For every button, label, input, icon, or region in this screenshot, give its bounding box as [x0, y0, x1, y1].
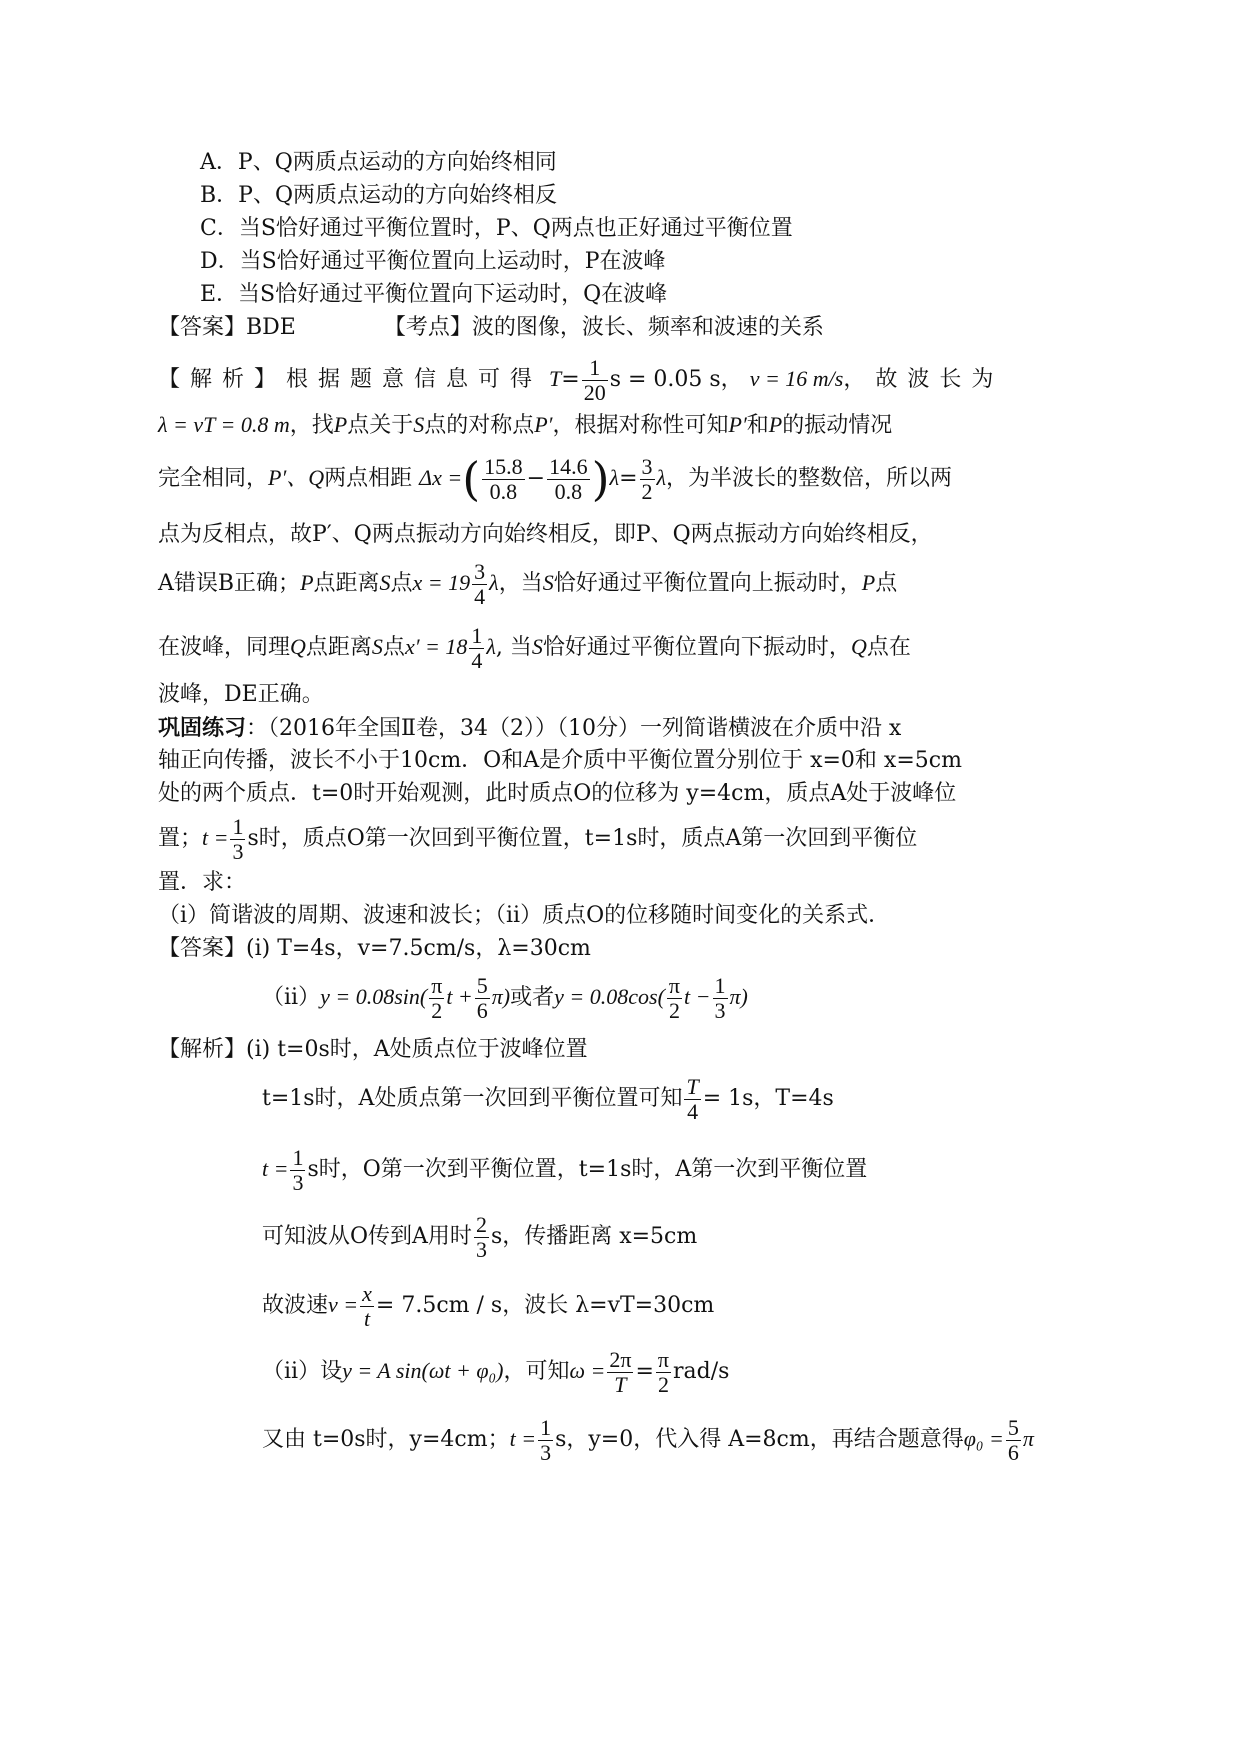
fraction: $\frac{15.8}{0.8}$ [484, 453, 523, 504]
analysis2-line-5: 故波速v = $\frac{x}{t}$ = 7.5cm / s，波长 λ=vT=30cm [262, 1280, 715, 1331]
practice-line-4: 置；t = $\frac{1}{3}$ s时，质点O第一次回到平衡位置，t=1s时，质点A第一次回到平衡位 [158, 813, 918, 864]
fraction: $\frac{1}{20}$ [583, 354, 606, 405]
analysis-line-7: 波峰，DE正确。 [158, 682, 324, 707]
kaodian-label: 【考点】波的图像，波长、频率和波速的关系 [383, 315, 824, 340]
analysis2-line-6: （ⅱ）设y = A sin(ωt + φ₀)，可知ω = $\frac{2\pi}{T}$ = $\frac{\pi}{2}$ rad/s [262, 1346, 730, 1397]
fraction: $\frac{3}{2}$ [641, 453, 653, 504]
analysis-line-3: 完全相同，P′、Q两点相距 Δx =( $\frac{15.8}{0.8}$ − $\frac{14.6}{0.8}$ )λ= $\frac{3}{2}$ λ，为半波长的整数倍，所以两 [158, 452, 953, 506]
analysis-line-1: 【解析】根据题意信息可得 T= $\frac{1}{20}$ s = 0.05 s， v = 16 m/s，故波长为 [158, 354, 1004, 405]
analysis-line-4: 点为反相点，故P′、Q两点振动方向始终相反，即P、Q两点振动方向始终相反， [158, 522, 933, 547]
analysis2-line-7: 又由 t=0s时，y=4cm；t = $\frac{1}{3}$ s，y=0，代入得 A=8cm，再结合题意得φ₀ = $\frac{5}{6}$ π [262, 1414, 1034, 1465]
option-b: B．P、Q两质点运动的方向始终相反 [200, 183, 558, 208]
fraction: $\frac{14.6}{0.8}$ [549, 453, 588, 504]
answer2-line-1: 【答案】(ⅰ) T=4s，v=7.5cm/s，λ=30cm [158, 936, 591, 961]
practice-line-3: 处的两个质点．t=0时开始观测，此时质点O的位移为 y=4cm，质点A处于波峰位 [158, 781, 957, 806]
analysis2-line-1: 【解析】(ⅰ) t=0s时，A处质点位于波峰位置 [158, 1037, 588, 1062]
answer-line [158, 313, 824, 343]
option-d: D．当S恰好通过平衡位置向上运动时，P在波峰 [200, 249, 666, 274]
option-e: E．当S恰好通过平衡位置向下运动时，Q在波峰 [200, 282, 668, 307]
analysis2-line-3: t = $\frac{1}{3}$ s时，O第一次到平衡位置，t=1s时，A第一次到平衡位置 [262, 1144, 868, 1195]
analysis2-line-2: t=1s时，A处质点第一次回到平衡位置可知 $\frac{T}{4}$ = 1s，T=4s [262, 1073, 834, 1124]
practice-line-1: 巩固练习：（2016年全国Ⅱ卷，34（2））（10分）一列简谐横波在介质中沿 x [158, 715, 902, 741]
practice-label: 巩固练习 [158, 715, 247, 741]
analysis-line-6: 在波峰，同理Q点距离S点x′ = 18 $\frac{1}{4}$ λ, 当S恰好通过平衡位置向下振动时，Q点在 [158, 622, 911, 673]
analysis2-line-4: 可知波从O传到A用时 $\frac{2}{3}$ s，传播距离 x=5cm [262, 1211, 698, 1262]
practice-line-6: （ⅰ）简谐波的周期、波速和波长；（ⅱ）质点O的位移随时间变化的关系式． [158, 903, 891, 928]
option-a: A．P、Q两质点运动的方向始终相同 [200, 150, 557, 175]
practice-line-2: 轴正向传播，波长不小于10cm．O和A是介质中平衡位置分别位于 x=0和 x=5cm [158, 748, 962, 773]
analysis-line-5: A错误B正确；P点距离S点x = 19 $\frac{3}{4}$ λ，当S恰好通过平衡位置向上振动时，P点 [158, 558, 898, 609]
analysis-line-2: λ = vT = 0.8 m，找P点关于S点的对称点P′，根据对称性可知P′和P的振动情况 [158, 412, 893, 438]
answer-label: 【答案】BDE [158, 315, 296, 340]
practice-line-5: 置．求： [158, 870, 247, 895]
answer2-line-2: （ⅱ）y = 0.08sin( $\frac{\pi}{2}$ t + $\frac{5}{6}$ π)或者y = 0.08cos( $\frac{\pi}{2}$ t − $\frac{1}{3}$ π) [262, 972, 748, 1023]
option-c: C．当S恰好通过平衡位置时，P、Q两点也正好通过平衡位置 [200, 216, 793, 241]
